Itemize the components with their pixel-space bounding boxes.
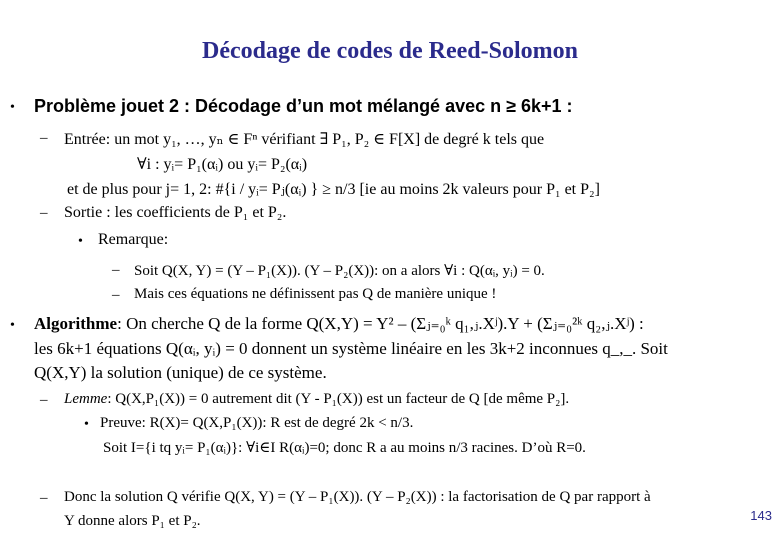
dash-marker: –	[40, 490, 48, 506]
condition-line: et de plus pour j= 1, 2: #{i / yᵢ= Pⱼ(αᵢ) } ≥ n/3 [ie au moins 2k valeurs pour P₁ et P₂]	[67, 181, 600, 198]
remark-label: Remarque:	[98, 231, 169, 248]
conclusion-line: Donc la solution Q vérifie Q(X, Y) = (Y – P₁(X)). (Y – P₂(X)) : la factorisation de Q par rapport à	[64, 489, 651, 505]
remark-q-definition: Soit Q(X, Y) = (Y – P₁(X)). (Y – P₂(X)): on a alors ∀i : Q(αᵢ, yᵢ) = 0.	[134, 263, 545, 279]
dash-marker: –	[40, 130, 48, 146]
lemma-text: : Q(X,P₁(X)) = 0 autrement dit (Y - P₁(X)) est un facteur de Q [de même P₂].	[107, 391, 570, 407]
lemma-label: Lemme	[64, 391, 108, 407]
conclusion-line-2: Y donne alors P₁ et P₂.	[64, 513, 201, 529]
bullet-problem-heading: Problème jouet 2 : Décodage d’un mot mélangé avec n ≥ 6k+1 :	[34, 96, 573, 116]
slide-title: Décodage de codes de Reed-Solomon	[202, 38, 578, 64]
proof-set-line: Soit I={i tq yᵢ= P₁(αᵢ)}: ∀i∈I R(αᵢ)=0; donc R a au moins n/3 racines. D’où R=0.	[103, 440, 586, 456]
dash-marker: –	[112, 287, 120, 303]
dash-marker: –	[40, 205, 48, 221]
output-line: Sortie : les coefficients de P₁ et P₂.	[64, 204, 287, 221]
algorithm-line	[34, 314, 644, 334]
remark-not-unique: Mais ces équations ne définissent pas Q de manière unique !	[134, 286, 497, 302]
bullet-marker: •	[78, 234, 83, 249]
algorithm-line-3: Q(X,Y) la solution (unique) de ce système.	[34, 363, 327, 382]
page-number: 143	[750, 508, 772, 523]
dash-marker: –	[112, 262, 120, 278]
proof-line: Preuve: R(X)= Q(X,P₁(X)): R est de degré 2k < n/3.	[100, 415, 414, 431]
bullet-marker: •	[10, 318, 15, 333]
lemma-line	[64, 391, 569, 408]
dash-marker: –	[40, 392, 48, 408]
input-line: Entrée: un mot y₁, …, yₙ ∈ Fⁿ vérifiant ∃ P₁, P₂ ∈ F[X] de degré k tels que	[64, 131, 545, 148]
algorithm-line-2: les 6k+1 équations Q(αᵢ, yᵢ) = 0 donnent un système linéaire en les 3k+2 inconnues q_,_. Soit	[34, 339, 668, 358]
bullet-marker: •	[10, 100, 15, 115]
forall-line: ∀i : yᵢ= P₁(αᵢ) ou yᵢ= P₂(αᵢ)	[137, 156, 308, 173]
algorithm-text: : On cherche Q de la forme Q(X,Y) = Y² – (Σⱼ₌₀ᵏ q₁,ⱼ.Xʲ).Y + (Σⱼ₌₀²ᵏ q₂,ⱼ.Xʲ) :	[117, 314, 644, 333]
algorithm-label: Algorithme	[34, 314, 118, 333]
bullet-marker: •	[84, 417, 89, 432]
